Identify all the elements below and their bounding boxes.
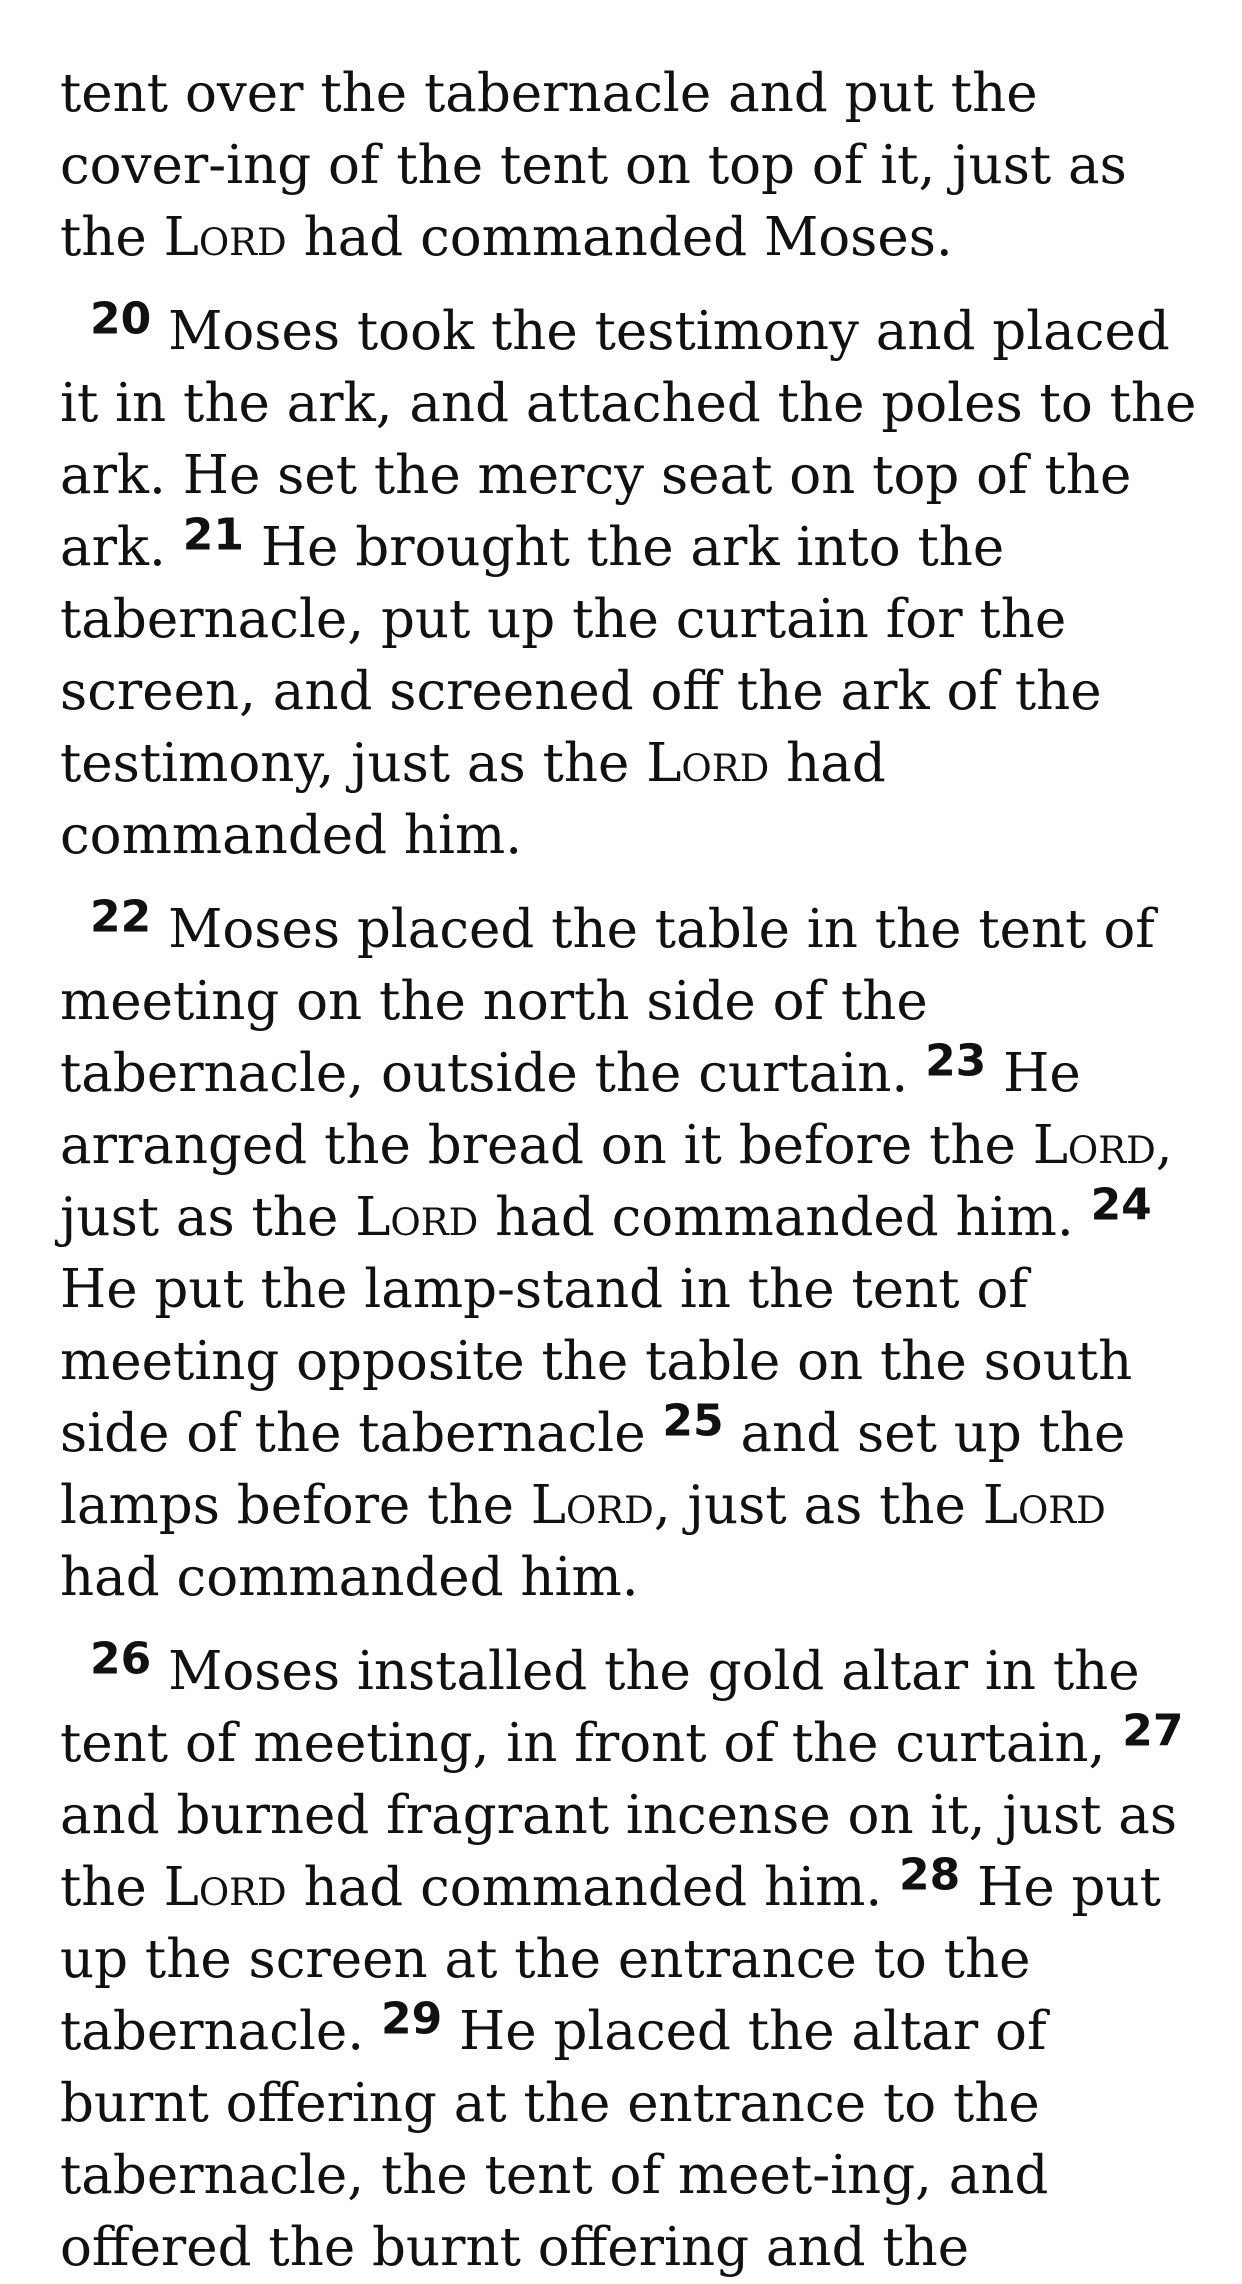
divine-name: Lord (163, 207, 287, 268)
verse-number-22: 22 (90, 891, 152, 943)
verse-number-27: 27 (1122, 1705, 1184, 1757)
paragraph-20 (60, 293, 1202, 872)
verse-text: and set up the lamps before the (60, 1403, 1126, 1536)
verse-text: Moses installed the gold altar in the tent of meeting, in front of the curtain, (60, 1641, 1140, 1774)
verse-text: He placed the altar of burnt offering at the entrance to the tabernacle, the tent of meet-ing, and offered the burnt offering and the (60, 2001, 1049, 2278)
paragraph-26 (60, 1633, 1202, 2284)
divine-name: Lord (1032, 1115, 1156, 1176)
verse-number-23: 23 (925, 1035, 987, 1087)
verse-text: He put up the screen at the entrance to the tabernacle. (60, 1857, 1161, 2062)
paragraph-continuation (60, 58, 1202, 274)
verse-number-24: 24 (1090, 1179, 1152, 1231)
verse-text: had commanded him. (60, 733, 886, 866)
verse-text: tent over the tabernacle and put the cover-ing of the tent on top of it, just as the (60, 63, 1127, 268)
verse-text: and burned fragrant incense on it, just as the (60, 1785, 1178, 1918)
verse-number-20: 20 (90, 293, 152, 345)
verse-text: had commanded him. (286, 1857, 900, 1918)
divine-name: Lord (163, 1857, 287, 1918)
verse-number-26: 26 (90, 1633, 152, 1685)
verse-text: He brought the ark into the tabernacle, put up the curtain for the screen, and screened off the ark of the testimony, just as the (60, 517, 1102, 794)
verse-text: , just as the (60, 1115, 1173, 1248)
verse-number-25: 25 (662, 1395, 724, 1447)
verse-text: had commanded him. (60, 1547, 639, 1608)
verse-text: He put the lamp-stand in the tent of meeting opposite the table on the south side of the tabernacle (60, 1259, 1133, 1464)
verse-text: He arranged the bread on it before the (60, 1043, 1081, 1176)
paragraph-22 (60, 891, 1202, 1614)
divine-name: Lord (355, 1187, 479, 1248)
divine-name: Lord (530, 1475, 654, 1536)
divine-name: Lord (646, 733, 770, 794)
verse-text: had commanded Moses. (286, 207, 953, 268)
verse-number-29: 29 (380, 1993, 443, 2045)
divine-name: Lord (982, 1475, 1106, 1536)
verse-text: had commanded him. (478, 1187, 1091, 1248)
verse-number-28: 28 (899, 1849, 961, 1901)
verse-text: Moses placed the table in the tent of meeting on the north side of the tabernacle, outside the curtain. (60, 899, 1155, 1104)
verse-number-21: 21 (182, 509, 244, 561)
verse-text: , just as the (653, 1475, 983, 1536)
verse-text: Moses took the testimony and placed it in the ark, and attached the poles to the ark. He set the mercy seat on top of the ark. (60, 301, 1197, 578)
